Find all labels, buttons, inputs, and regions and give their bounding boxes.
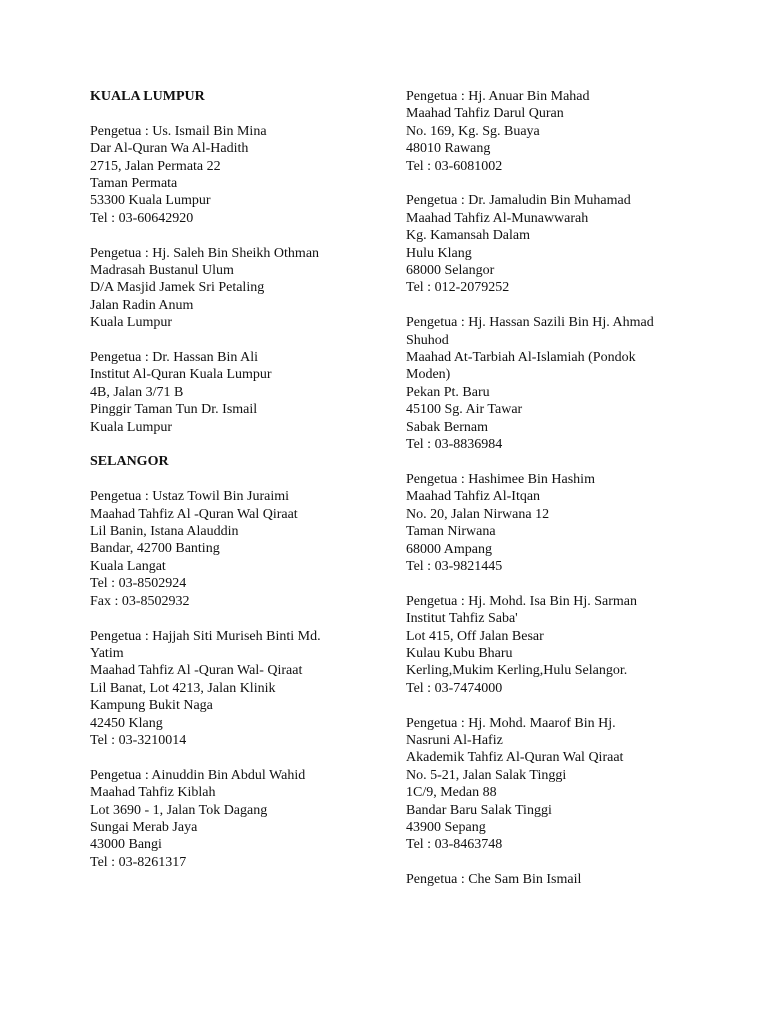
entry-line: Maahad Tahfiz Darul Quran	[406, 106, 564, 122]
blank-line	[406, 175, 696, 192]
entry-line: Kg. Kamansah Dalam	[406, 228, 531, 244]
entry-line: 48010 Rawang	[406, 141, 491, 157]
blank-line	[90, 749, 380, 766]
entry-line: Nasruni Al-Hafiz	[406, 732, 503, 748]
entry-line: No. 169, Kg. Sg. Buaya	[406, 123, 540, 139]
blank-line	[90, 105, 380, 122]
entry-line: Tel : 03-8261317	[90, 854, 187, 870]
entry-line: Kuala Lumpur	[90, 419, 173, 435]
entry-line: Pinggir Taman Tun Dr. Ismail	[90, 402, 258, 418]
blank-line	[90, 332, 380, 349]
entry-line: Moden)	[406, 367, 451, 383]
entry-line: Maahad Tahfiz Al-Itqan	[406, 489, 541, 505]
right-column	[406, 88, 696, 889]
entry-line: Pengetua : Che Sam Bin Ismail	[406, 872, 582, 888]
entry-line: Pengetua : Dr. Jamaludin Bin Muhamad	[406, 193, 631, 209]
blank-line	[406, 575, 696, 592]
entry-line: 2715, Jalan Permata 22	[90, 158, 221, 174]
entry-line: Pengetua : Hj. Mohd. Isa Bin Hj. Sarman	[406, 593, 637, 609]
entry-line: Lot 415, Off Jalan Besar	[406, 628, 544, 644]
entry-line: Maahad Tahfiz Kiblah	[90, 785, 216, 801]
entry-line: Kulau Kubu Bharu	[406, 645, 513, 661]
region-heading: KUALA LUMPUR	[90, 89, 205, 104]
entry-line: Pengetua : Hj. Mohd. Maarof Bin Hj.	[406, 715, 616, 731]
entry-line: No. 20, Jalan Nirwana 12	[406, 506, 550, 522]
entry-line: Institut Al-Quran Kuala Lumpur	[90, 367, 272, 383]
blank-line	[406, 854, 696, 871]
blank-line	[90, 436, 380, 453]
contact-entry	[90, 767, 380, 871]
entry-line: Bandar Baru Salak Tinggi	[406, 802, 552, 818]
blank-line	[406, 697, 696, 714]
entry-line: Tel : 03-8502924	[90, 576, 187, 592]
entry-line: Tel : 03-7474000	[406, 680, 503, 696]
entry-line: Pengetua : Ainuddin Bin Abdul Wahid	[90, 767, 306, 783]
entry-line: Kerling,Mukim Kerling,Hulu Selangor.	[406, 663, 628, 679]
entry-line: Institut Tahfiz Saba'	[406, 611, 518, 627]
entry-line: 68000 Selangor	[406, 263, 495, 279]
left-column	[90, 88, 380, 871]
contact-entry	[406, 471, 696, 575]
entry-line: Akademik Tahfiz Al-Quran Wal Qiraat	[406, 750, 624, 766]
entry-line: 45100 Sg. Air Tawar	[406, 402, 523, 418]
entry-line: Kuala Lumpur	[90, 315, 173, 331]
entry-line: 43900 Sepang	[406, 819, 486, 835]
entry-line: Dar Al-Quran Wa Al-Hadith	[90, 141, 249, 157]
entry-line: 53300 Kuala Lumpur	[90, 193, 211, 209]
contact-entry	[90, 349, 380, 436]
entry-line: Fax : 03-8502932	[90, 593, 190, 609]
contact-entry	[90, 245, 380, 332]
entry-line: Tel : 03-8463748	[406, 837, 503, 853]
entry-line: 42450 Klang	[90, 715, 163, 731]
entry-line: 1C/9, Medan 88	[406, 785, 497, 801]
blank-line	[406, 454, 696, 471]
entry-line: Kuala Langat	[90, 558, 166, 574]
contact-entry	[406, 314, 696, 453]
entry-line: Taman Nirwana	[406, 524, 496, 540]
entry-line: 68000 Ampang	[406, 541, 492, 557]
entry-line: D/A Masjid Jamek Sri Petaling	[90, 280, 265, 296]
blank-line	[90, 471, 380, 488]
contact-entry	[406, 871, 696, 888]
entry-line: Tel : 03-6081002	[406, 158, 503, 174]
entry-line: Maahad Tahfiz Al -Quran Wal Qiraat	[90, 506, 298, 522]
entry-line: Pengetua : Hj. Saleh Bin Sheikh Othman	[90, 245, 320, 261]
entry-line: Tel : 03-60642920	[90, 210, 194, 226]
entry-line: 43000 Bangi	[90, 837, 162, 853]
contact-entry	[406, 715, 696, 854]
entry-line: Tel : 03-8836984	[406, 437, 503, 453]
contact-entry	[406, 593, 696, 697]
region-heading: SELANGOR	[90, 454, 169, 470]
entry-line: Pengetua : Hashimee Bin Hashim	[406, 471, 595, 487]
entry-line: Pekan Pt. Baru	[406, 384, 490, 400]
entry-line: Sabak Bernam	[406, 419, 489, 435]
entry-line: Hulu Klang	[406, 245, 472, 261]
entry-line: Tel : 03-9821445	[406, 558, 503, 574]
entry-line: Tel : 03-3210014	[90, 732, 187, 748]
entry-line: Madrasah Bustanul Ulum	[90, 263, 234, 279]
entry-line: No. 5-21, Jalan Salak Tinggi	[406, 767, 567, 783]
contact-entry	[406, 88, 696, 175]
entry-line: 4B, Jalan 3/71 B	[90, 384, 184, 400]
entry-line: Bandar, 42700 Banting	[90, 541, 220, 557]
contact-entry	[406, 192, 696, 296]
blank-line	[90, 227, 380, 244]
entry-line: Pengetua : Dr. Hassan Bin Ali	[90, 350, 258, 366]
entry-line: Maahad Tahfiz Al -Quran Wal- Qiraat	[90, 663, 303, 679]
entry-line: Lot 3690 - 1, Jalan Tok Dagang	[90, 802, 268, 818]
entry-line: Sungai Merab Jaya	[90, 819, 198, 835]
entry-line: Shuhod	[406, 332, 449, 348]
entry-line: Pengetua : Ustaz Towil Bin Juraimi	[90, 489, 290, 505]
entry-line: Pengetua : Us. Ismail Bin Mina	[90, 123, 267, 139]
entry-line: Pengetua : Hj. Hassan Sazili Bin Hj. Ahmad	[406, 315, 654, 331]
entry-line: Kampung Bukit Naga	[90, 698, 213, 714]
entry-line: Tel : 012-2079252	[406, 280, 510, 296]
entry-line: Maahad At-Tarbiah Al-Islamiah (Pondok	[406, 350, 636, 366]
blank-line	[90, 610, 380, 627]
entry-line: Taman Permata	[90, 176, 178, 192]
contact-entry	[90, 488, 380, 610]
blank-line	[406, 297, 696, 314]
contact-entry	[90, 628, 380, 750]
entry-line: Lil Banat, Lot 4213, Jalan Klinik	[90, 680, 276, 696]
entry-line: Pengetua : Hj. Anuar Bin Mahad	[406, 89, 590, 104]
entry-line: Jalan Radin Anum	[90, 297, 194, 313]
entry-line: Lil Banin, Istana Alauddin	[90, 524, 239, 540]
contact-entry	[90, 123, 380, 227]
entry-line: Yatim	[90, 645, 124, 661]
entry-line: Pengetua : Hajjah Siti Muriseh Binti Md.	[90, 628, 321, 644]
entry-line: Maahad Tahfiz Al-Munawwarah	[406, 210, 589, 226]
